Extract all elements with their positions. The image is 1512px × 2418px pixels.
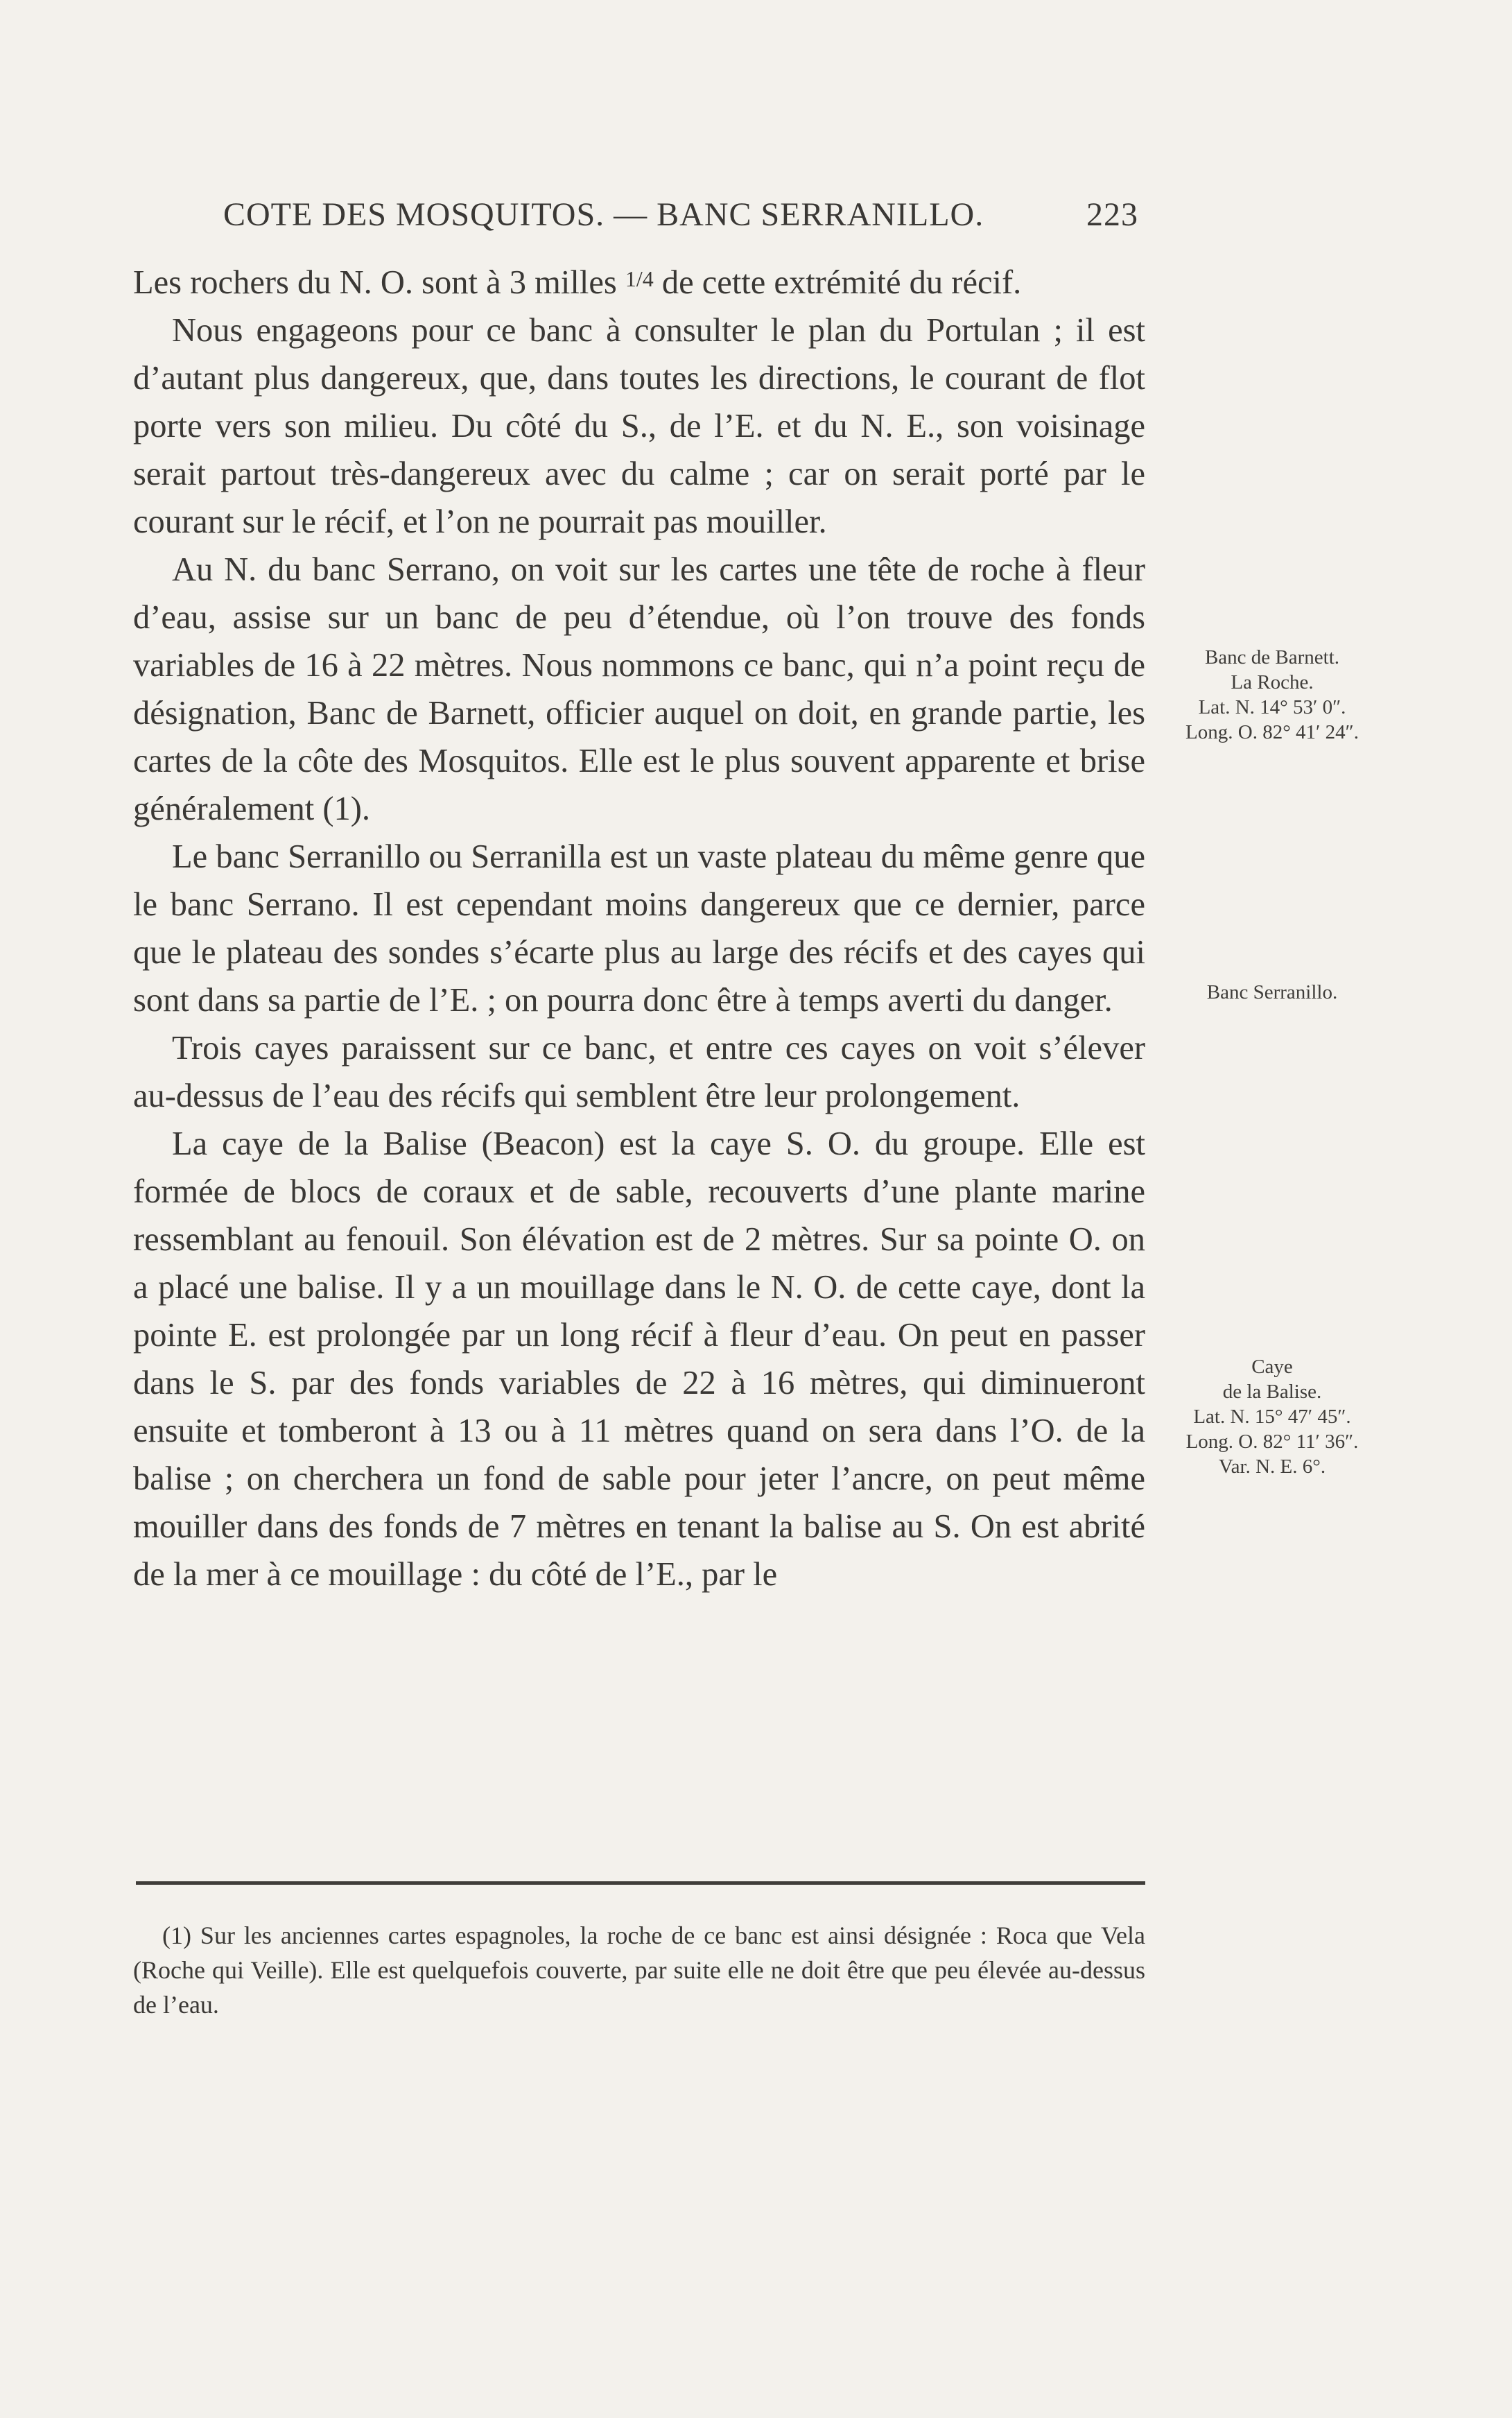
margin-note-line: La Roche. [1231, 671, 1314, 693]
margin-note-line: Caye [1251, 1356, 1293, 1378]
body-text [133, 255, 1145, 1598]
margin-note-line: Lat. N. 15° 47′ 45″. [1193, 1406, 1351, 1428]
margin-note-line: Long. O. 82° 41′ 24″. [1185, 721, 1359, 743]
paragraph: Nous engageons pour ce banc à consulter le plan du Portulan ; il est d’autant plus dangereux, que, dans toutes les directions, le courant de flot porte vers son milieu. Du côté du S., de l’E. et du N. E., son voisinage serait partout très-dangereux avec du calme ; car on serait porté par le courant sur le récif, et l’on ne pourrait pas mouiller. [133, 312, 1145, 540]
margin-note-line: Banc Serranillo. [1206, 981, 1338, 1003]
fraction: 1/4 [625, 266, 654, 291]
footnote-divider [136, 1881, 1145, 1885]
margin-note-line: Lat. N. 14° 53′ 0″. [1198, 696, 1346, 718]
footnote-text: (1) Sur les anciennes cartes espagnoles, la roche de ce banc est ainsi désignée : Roca que Vela (Roche qui Veille). Elle est quelquefois couverte, par suite elle ne doit être que peu élevée au-dessus de l’eau. [133, 1922, 1145, 2019]
paragraph: Trois cayes paraissent sur ce banc, et entre ces cayes on voit s’élever au-dessus de l’eau des récifs qui semblent être leur prolongement. [133, 1030, 1145, 1114]
paragraph-text: Les rochers du N. O. sont à 3 milles [133, 264, 617, 301]
paragraph: Le banc Serranillo ou Serranilla est un vaste plateau du même genre que le banc Serrano. Il est cependant moins dangereux que ce dernier, parce que le plateau des sondes s’écarte plus au large des récifs et des cayes qui sont dans sa partie de l’E. ; on pourra donc être à temps averti du danger. [133, 838, 1145, 1019]
paragraph: Au N. du banc Serrano, on voit sur les cartes une tête de roche à fleur d’eau, assise sur un banc de peu d’étendue, où l’on trouve des fonds variables de 16 à 22 mètres. Nous nommons ce banc, qui n’a point reçu de désignation, Banc de Barnett, officier auquel on doit, en grande partie, les cartes de la côte des Mosquitos. Elle est le plus souvent apparente et brise généralement (1). [133, 551, 1145, 827]
page-header [223, 196, 1138, 237]
margin-note-line: Long. O. 82° 11′ 36″. [1185, 1431, 1359, 1453]
margin-note-serranillo [1154, 980, 1390, 1005]
margin-note-line: de la Balise. [1222, 1381, 1322, 1403]
margin-note-balise [1154, 1354, 1390, 1479]
footnote [133, 1918, 1145, 2022]
paragraph [133, 255, 1145, 306]
paragraph: La caye de la Balise (Beacon) est la caye S. O. du groupe. Elle est formée de blocs de coraux et de sable, recouverts d’une plante marine ressemblant au fenouil. Son élévation est de 2 mètres. Sur sa pointe O. on a placé une balise. Il y a un mouillage dans le N. O. de cette caye, dont la pointe E. est prolongée par un long récif à fleur d’eau. On peut en passer dans le S. par des fonds variables de 22 à 16 mètres, qui diminueront ensuite et tomberont à 13 ou à 11 mètres quand on sera dans l’O. de la balise ; on cherchera un fond de sable pour jeter l’ancre, on peut même mouiller dans des fonds de 7 mètres en tenant la balise au S. On est abrité de la mer à ce mouillage : du côté de l’E., par le [133, 1125, 1145, 1593]
running-title: COTE DES MOSQUITOS. — BANC SERRANILLO. [223, 196, 984, 233]
page-number: 223 [1086, 196, 1138, 233]
margin-note-line: Var. N. E. 6°. [1218, 1456, 1326, 1478]
margin-note-barnett [1154, 645, 1390, 745]
margin-note-line: Banc de Barnett. [1204, 646, 1340, 668]
paragraph-text: de cette extrémité du récif. [661, 264, 1022, 301]
